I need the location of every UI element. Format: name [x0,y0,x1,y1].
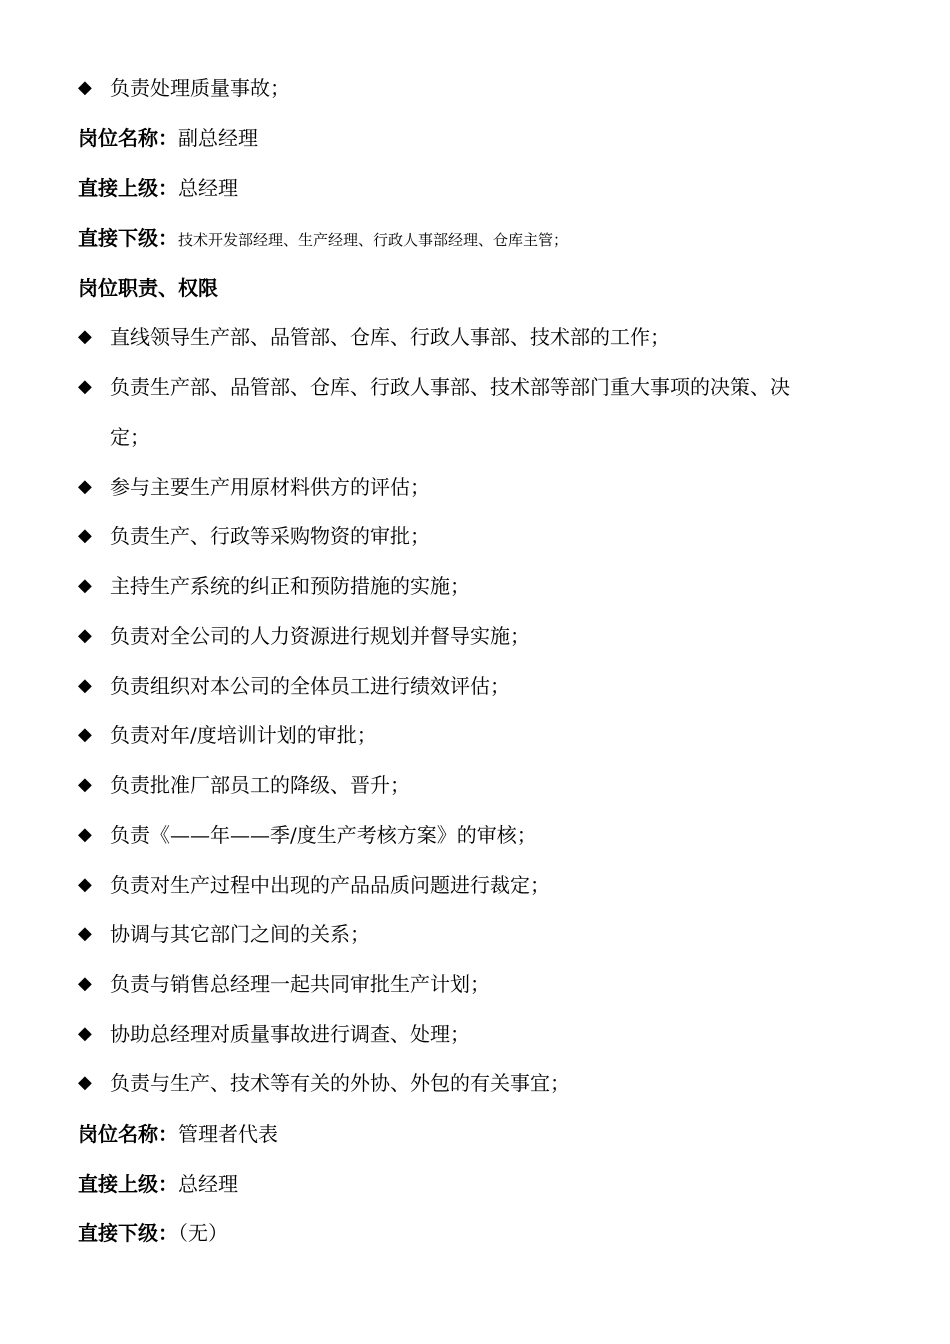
diamond-bullet-icon: ◆ [78,525,92,546]
position-title-label: 岗位名称： [78,126,178,150]
list-item [78,870,898,900]
subordinate-value: （无） [178,1221,228,1245]
list-item-text: 协助总经理对质量事故进行调查、处理； [110,1022,470,1046]
list-item-text: 负责处理质量事故； [110,76,290,100]
list-item-text: 协调与其它部门之间的关系； [110,922,370,946]
list-item [78,671,898,701]
superior-label: 直接上级： [78,176,178,200]
diamond-bullet-icon: ◆ [78,77,92,98]
superior-value: 总经理 [178,1172,238,1196]
diamond-bullet-icon: ◆ [78,1072,92,1093]
list-item-continuation: 定； [110,425,150,449]
diamond-bullet-icon: ◆ [78,1023,92,1044]
superior-row [78,1169,898,1199]
superior-label: 直接上级： [78,1172,178,1196]
diamond-bullet-icon: ◆ [78,724,92,745]
position-title-value: 管理者代表 [178,1122,278,1146]
diamond-bullet-icon: ◆ [78,376,92,397]
diamond-bullet-icon: ◆ [78,774,92,795]
list-item [78,720,898,750]
diamond-bullet-icon: ◆ [78,973,92,994]
list-item-text: 负责对生产过程中出现的产品品质问题进行裁定； [110,873,550,897]
superior-row [78,173,898,203]
position-title-row [78,1119,898,1149]
list-item-text: 负责与生产、技术等有关的外协、外包的有关事宜； [110,1071,570,1095]
list-item-text: 负责《——年——季/度生产考核方案》的审核； [110,823,537,847]
list-item [78,770,898,800]
list-item [78,919,898,949]
superior-value: 总经理 [178,176,238,200]
position-title-label: 岗位名称： [78,1122,178,1146]
list-item-text: 负责批准厂部员工的降级、晋升； [110,773,410,797]
list-item-text: 负责对年/度培训计划的审批； [110,723,377,747]
list-item [78,1019,898,1049]
list-item-text: 负责生产、行政等采购物资的审批； [110,524,430,548]
list-item-text: 主持生产系统的纠正和预防措施的实施； [110,574,470,598]
diamond-bullet-icon: ◆ [78,675,92,696]
diamond-bullet-icon: ◆ [78,923,92,944]
list-item [78,521,898,551]
subordinate-row [78,223,898,253]
list-item-text: 直线领导生产部、品管部、仓库、行政人事部、技术部的工作； [110,325,670,349]
list-item [78,820,898,850]
list-item-text: 负责生产部、品管部、仓库、行政人事部、技术部等部门重大事项的决策、决 [110,375,790,399]
diamond-bullet-icon: ◆ [78,874,92,895]
list-item-text: 负责对全公司的人力资源进行规划并督导实施； [110,624,530,648]
diamond-bullet-icon: ◆ [78,326,92,347]
position-title-value: 副总经理 [178,126,258,150]
list-item-text: 负责与销售总经理一起共同审批生产计划； [110,972,490,996]
diamond-bullet-icon: ◆ [78,575,92,596]
diamond-bullet-icon: ◆ [78,476,92,497]
subordinate-value: 技术开发部经理、生产经理、行政人事部经理、仓库主管； [178,231,569,249]
list-item [78,322,898,352]
duties-heading: 岗位职责、权限 [78,276,218,300]
list-item [78,621,898,651]
subordinate-row [78,1218,898,1248]
list-item [78,472,898,502]
subordinate-label: 直接下级： [78,226,178,250]
list-item [78,1068,898,1098]
diamond-bullet-icon: ◆ [78,625,92,646]
list-item-text: 参与主要生产用原材料供方的评估； [110,475,430,499]
list-item [78,73,898,103]
list-item [78,571,898,601]
position-title-row [78,123,898,153]
diamond-bullet-icon: ◆ [78,824,92,845]
list-item-text: 负责组织对本公司的全体员工进行绩效评估； [110,674,510,698]
list-item [78,969,898,999]
subordinate-label: 直接下级： [78,1221,178,1245]
list-item [78,372,898,402]
